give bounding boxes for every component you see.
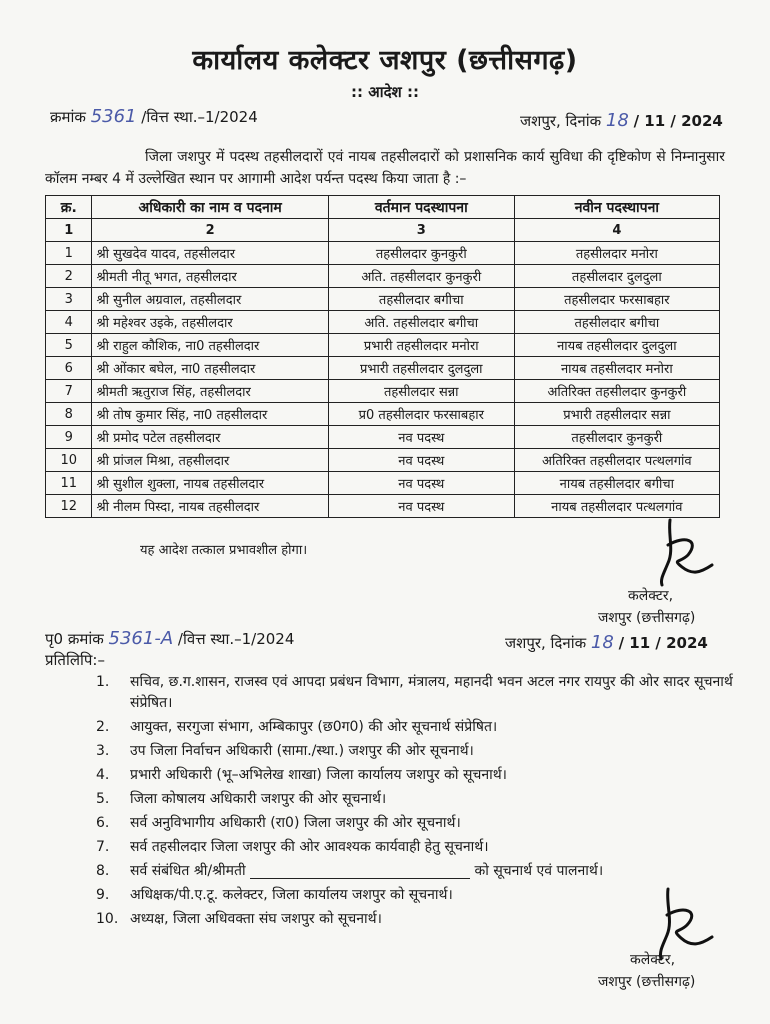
- copy-item-text: उप जिला निर्वाचन अधिकारी (सामा./स्था.) जशपुर की ओर सूचनार्थ।: [130, 743, 474, 759]
- copy-date: [505, 632, 708, 653]
- officer-name-cell: श्री प्रमोद पटेल तहसीलदार: [92, 426, 328, 449]
- order-intro: जिला जशपुर में पदस्थ तहसीलदारों एवं नायब तहसीलदारों को प्रशासनिक कार्य सुविधा की दृष्टिकोण से निम्नानुसार कॉलम नम्बर 4 में उल्लेखित स्थान पर आगामी आदेश पर्यन्त पदस्थ किया जाता है :–: [45, 149, 725, 187]
- table-row: [46, 426, 720, 449]
- table-row: [46, 334, 720, 357]
- copy-item-text: को सूचनार्थ एवं पालनार्थ।: [474, 863, 604, 879]
- officer-name-cell: श्री प्रांजल मिश्रा, तहसीलदार: [92, 449, 328, 472]
- header-current-posting: वर्तमान पदस्थापना: [328, 196, 514, 219]
- copy-list-item: [96, 861, 746, 882]
- copy-item-number: 10.: [96, 911, 119, 927]
- signature-1-location: जशपुर (छत्तीसगढ़): [598, 610, 696, 626]
- effective-note: यह आदेश तत्काल प्रभावशील होगा।: [140, 543, 308, 558]
- current-posting-cell: नव पदस्थ: [328, 426, 514, 449]
- current-posting-cell: तहसीलदार बगीचा: [328, 288, 514, 311]
- table-row: [46, 357, 720, 380]
- posting-table: [45, 195, 720, 518]
- officer-name-cell: श्री सुखदेव यादव, तहसीलदार: [92, 242, 328, 265]
- serial-cell: 6: [46, 357, 92, 380]
- signature-2-designation: कलेक्टर,: [630, 952, 676, 968]
- table-row: [46, 495, 720, 518]
- copy-item-text: जिला कोषालय अधिकारी जशपुर की ओर सूचनार्थ।: [130, 791, 387, 807]
- serial-cell: 10: [46, 449, 92, 472]
- serial-cell: 11: [46, 472, 92, 495]
- order-heading: :: आदेश ::: [351, 83, 419, 101]
- col-number: 3: [328, 219, 514, 242]
- collector-signature-1: [640, 515, 720, 595]
- copy-item-number: 4.: [96, 767, 110, 783]
- copy-item-text: प्रभारी अधिकारी (भू–अभिलेख शाखा) जिला कार्यालय जशपुर को सूचनार्थ।: [130, 767, 507, 783]
- current-posting-cell: नव पदस्थ: [328, 449, 514, 472]
- copy-date-rest: / 11 / 2024: [618, 634, 708, 652]
- copy-list-item: [96, 717, 746, 738]
- order-reference: [50, 106, 258, 127]
- officer-name-cell: श्री ओंकार बघेल, ना0 तहसीलदार: [92, 357, 328, 380]
- copy-heading: प्रतिलिपि:–: [45, 651, 105, 669]
- office-title: कार्यालय कलेक्टर जशपुर (छत्तीसगढ़): [192, 45, 578, 76]
- new-posting-cell: तहसीलदार दुलदुला: [514, 265, 719, 288]
- header-officer-name: अधिकारी का नाम व पदनाम: [92, 196, 328, 219]
- new-posting-cell: तहसीलदार बगीचा: [514, 311, 719, 334]
- copy-date-prefix: जशपुर, दिनांक: [505, 634, 587, 652]
- copy-ref-suffix: /वित्त स्था.–1/2024: [177, 630, 295, 648]
- officer-name-cell: श्री राहुल कौशिक, ना0 तहसीलदार: [92, 334, 328, 357]
- new-posting-cell: तहसीलदार फरसाबहार: [514, 288, 719, 311]
- current-posting-cell: तहसीलदार कुनकुरी: [328, 242, 514, 265]
- copy-item-text: सर्व तहसीलदार जिला जशपुर की ओर आवश्यक कार्यवाही हेतु सूचनार्थ।: [130, 839, 489, 855]
- officer-name-cell: श्रीमती ऋतुराज सिंह, तहसीलदार: [92, 380, 328, 403]
- current-posting-cell: नव पदस्थ: [328, 472, 514, 495]
- order-ref-number: 5361: [90, 106, 137, 127]
- serial-cell: 2: [46, 265, 92, 288]
- current-posting-cell: प्र0 तहसीलदार फरसाबहार: [328, 403, 514, 426]
- table-row: [46, 403, 720, 426]
- serial-cell: 5: [46, 334, 92, 357]
- copy-item-text: सचिव, छ.ग.शासन, राजस्व एवं आपदा प्रबंधन विभाग, मंत्रालय, महानदी भवन अटल नगर रायपुर की ओर सादर सूचनार्थ संप्रेषित।: [130, 674, 733, 711]
- copy-item-number: 7.: [96, 839, 110, 855]
- serial-cell: 9: [46, 426, 92, 449]
- copy-item-text: अधिक्षक/पी.ए.टू. कलेक्टर, जिला कार्यालय जशपुर को सूचनार्थ।: [130, 887, 453, 903]
- table-row: [46, 288, 720, 311]
- officer-name-cell: श्रीमती नीतू भगत, तहसीलदार: [92, 265, 328, 288]
- table-header-row: [46, 196, 720, 219]
- current-posting-cell: प्रभारी तहसीलदार दुलदुला: [328, 357, 514, 380]
- serial-cell: 8: [46, 403, 92, 426]
- table-row: [46, 380, 720, 403]
- order-date-prefix: जशपुर, दिनांक: [520, 112, 602, 130]
- current-posting-cell: प्रभारी तहसीलदार मनोरा: [328, 334, 514, 357]
- serial-cell: 4: [46, 311, 92, 334]
- new-posting-cell: नायब तहसीलदार मनोरा: [514, 357, 719, 380]
- new-posting-cell: तहसीलदार कुनकुरी: [514, 426, 719, 449]
- copy-item-number: 9.: [96, 887, 110, 903]
- new-posting-cell: नायब तहसीलदार दुलदुला: [514, 334, 719, 357]
- current-posting-cell: अति. तहसीलदार कुनकुरी: [328, 265, 514, 288]
- order-date-day: 18: [605, 110, 629, 131]
- new-posting-cell: अतिरिक्त तहसीलदार कुनकुरी: [514, 380, 719, 403]
- order-date: [520, 110, 723, 131]
- copy-item-text: अध्यक्ष, जिला अधिवक्ता संघ जशपुर को सूचनार्थ।: [130, 911, 382, 927]
- copy-item-number: 6.: [96, 815, 110, 831]
- col-number: 2: [92, 219, 328, 242]
- table-column-numbers: [46, 219, 720, 242]
- new-posting-cell: नायब तहसीलदार बगीचा: [514, 472, 719, 495]
- signature-1-designation: कलेक्टर,: [628, 588, 674, 604]
- new-posting-cell: नायब तहसीलदार पत्थलगांव: [514, 495, 719, 518]
- copy-reference: [45, 628, 294, 649]
- copy-item-number: 5.: [96, 791, 110, 807]
- serial-cell: 1: [46, 242, 92, 265]
- current-posting-cell: नव पदस्थ: [328, 495, 514, 518]
- copy-list-item: [96, 741, 746, 762]
- officer-name-cell: श्री सुनील अग्रवाल, तहसीलदार: [92, 288, 328, 311]
- col-number: 1: [46, 219, 92, 242]
- new-posting-cell: अतिरिक्त तहसीलदार पत्थलगांव: [514, 449, 719, 472]
- order-ref-suffix: /वित्त स्था.–1/2024: [141, 108, 258, 126]
- copy-ref-number: 5361-A: [108, 628, 174, 649]
- header-serial: क्र.: [46, 196, 92, 219]
- col-number: 4: [514, 219, 719, 242]
- copy-item-number: 8.: [96, 863, 110, 879]
- serial-cell: 7: [46, 380, 92, 403]
- order-ref-prefix: क्रमांक: [50, 108, 86, 126]
- table-row: [46, 242, 720, 265]
- table-row: [46, 449, 720, 472]
- current-posting-cell: अति. तहसीलदार बगीचा: [328, 311, 514, 334]
- table-row: [46, 265, 720, 288]
- order-date-rest: / 11 / 2024: [633, 112, 723, 130]
- officer-name-cell: श्री महेश्वर उइके, तहसीलदार: [92, 311, 328, 334]
- copy-item-text: सर्व संबंधित श्री/श्रीमती: [130, 863, 246, 879]
- officer-name-cell: श्री सुशील शुक्ला, नायब तहसीलदार: [92, 472, 328, 495]
- copy-item-text: सर्व अनुविभागीय अधिकारी (रा0) जिला जशपुर की ओर सूचनार्थ।: [130, 815, 461, 831]
- serial-cell: 3: [46, 288, 92, 311]
- current-posting-cell: तहसीलदार सन्ना: [328, 380, 514, 403]
- copy-date-day: 18: [590, 632, 614, 653]
- officer-name-cell: श्री नीलम पिस्दा, नायब तहसीलदार: [92, 495, 328, 518]
- copy-item-number: 3.: [96, 743, 110, 759]
- new-posting-cell: प्रभारी तहसीलदार सन्ना: [514, 403, 719, 426]
- serial-cell: 12: [46, 495, 92, 518]
- copy-list-item: [96, 765, 746, 786]
- header-new-posting: नवीन पदस्थापना: [514, 196, 719, 219]
- signature-2-location: जशपुर (छत्तीसगढ़): [598, 974, 696, 990]
- copy-list-item: [96, 672, 746, 714]
- copy-list-item: [96, 813, 746, 834]
- fill-in-blank: [250, 864, 470, 879]
- copy-ref-prefix: पृ0 क्रमांक: [45, 630, 104, 648]
- copy-item-number: 1.: [96, 674, 110, 690]
- copy-list-item: [96, 789, 746, 810]
- new-posting-cell: तहसीलदार मनोरा: [514, 242, 719, 265]
- table-row: [46, 311, 720, 334]
- table-row: [46, 472, 720, 495]
- copy-list-item: [96, 837, 746, 858]
- officer-name-cell: श्री तोष कुमार सिंह, ना0 तहसीलदार: [92, 403, 328, 426]
- copy-item-number: 2.: [96, 719, 110, 735]
- copy-item-text: आयुक्त, सरगुजा संभाग, अम्बिकापुर (छ0ग0) की ओर सूचनार्थ संप्रेषित।: [130, 719, 498, 735]
